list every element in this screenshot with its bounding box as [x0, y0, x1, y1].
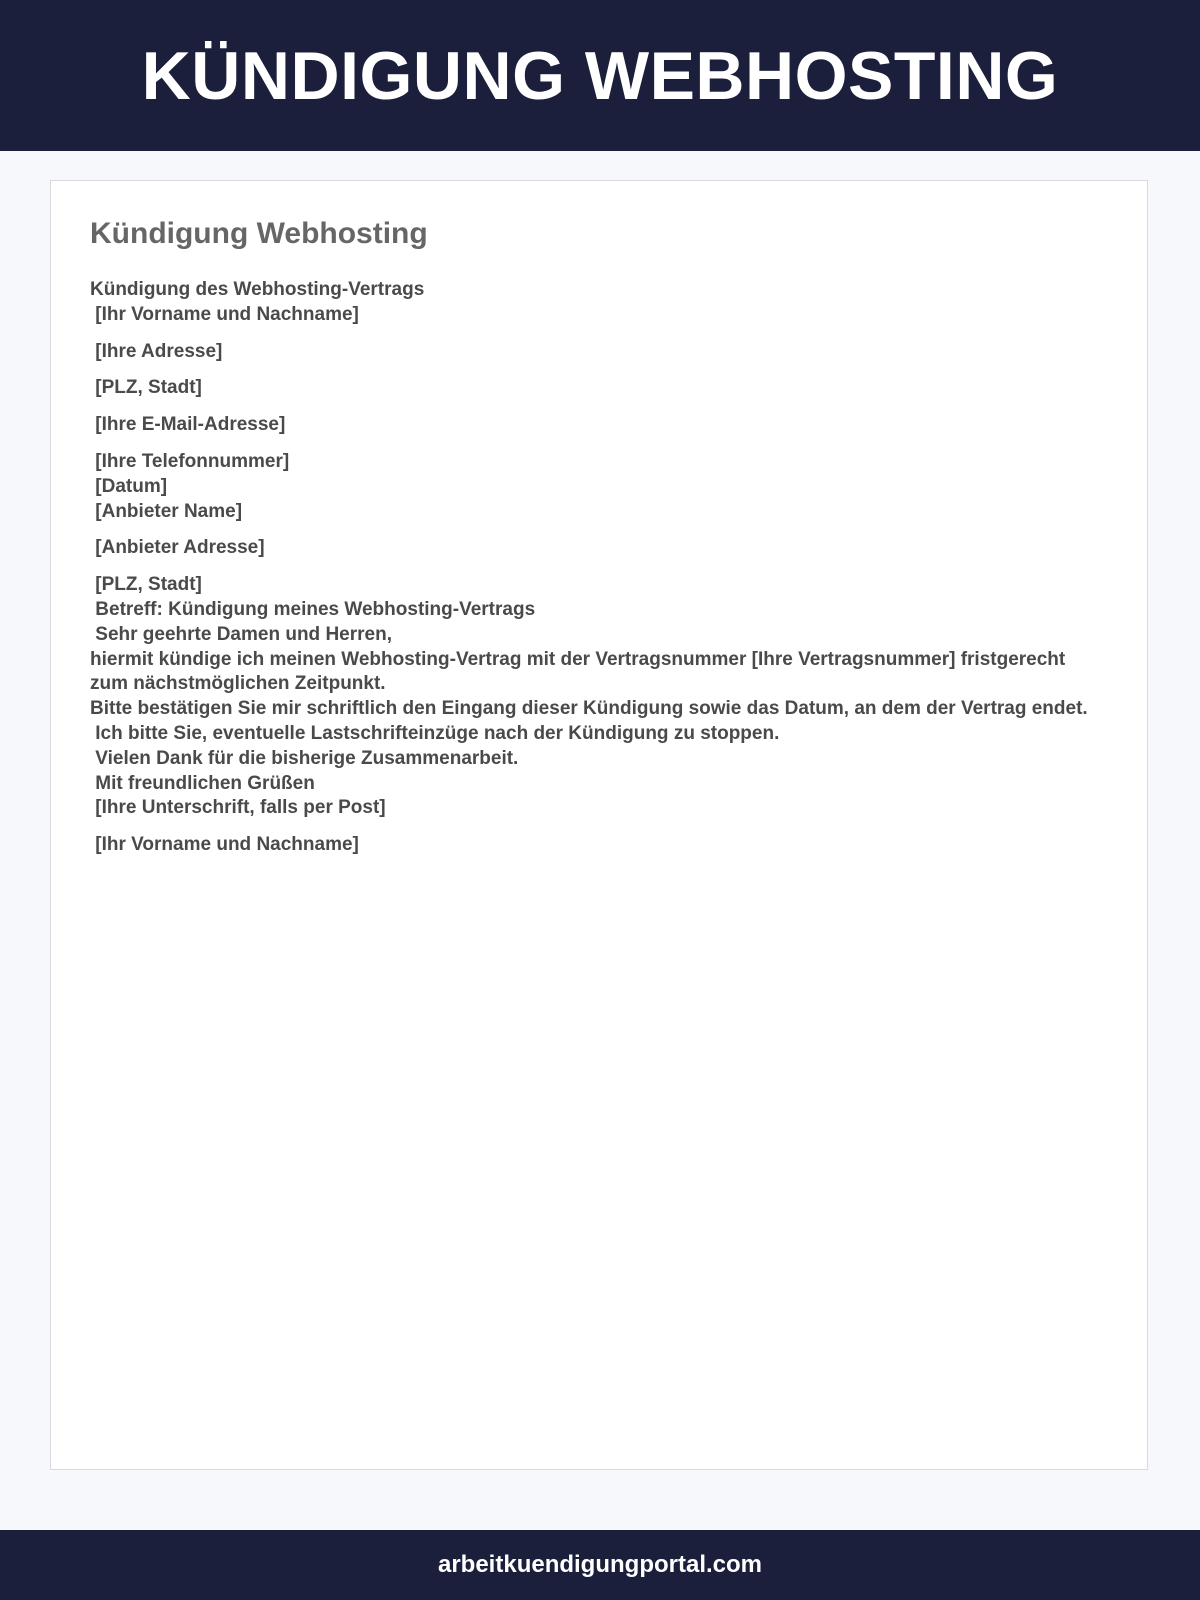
page-header	[0, 0, 1200, 151]
page-footer	[0, 1530, 1200, 1600]
letter-line-sender-address: [Ihre Adresse]	[90, 340, 223, 362]
letter-line-provider-address: [Anbieter Adresse]	[90, 537, 265, 559]
letter-line-sender-name: [Ihr Vorname und Nachname]	[90, 303, 359, 325]
letter-line-sender-phone: [Ihre Telefonnummer]	[90, 450, 290, 472]
letter-line-sender-email: [Ihre E-Mail-Adresse]	[90, 414, 286, 436]
letter-line-subject: Betreff: Kündigung meines Webhosting-Vertrags	[90, 598, 536, 620]
letter-line-thanks: Vielen Dank für die bisherige Zusammenarbeit.	[90, 747, 519, 769]
header-title: KÜNDIGUNG WEBHOSTING	[141, 37, 1059, 114]
letter-paragraph-direct-debit: Ich bitte Sie, eventuelle Lastschrifteinzüge nach der Kündigung zu stoppen.	[90, 722, 780, 744]
letter-line-signer-name: [Ihr Vorname und Nachname]	[90, 834, 359, 856]
letter-paragraph-termination: hiermit kündige ich meinen Webhosting-Vertrag mit der Vertragsnummer [Ihre Vertragsnummer] fristgerecht zum nächstmöglichen Zeitpunkt.	[90, 648, 1071, 695]
letter-line-provider-city: [PLZ, Stadt]	[90, 574, 202, 596]
letter-line-subject-heading: Kündigung des Webhosting-Vertrags	[90, 279, 425, 300]
letter-line-date: [Datum]	[90, 475, 168, 497]
document-title: Kündigung Webhosting	[90, 217, 428, 250]
letter-line-salutation: Sehr geehrte Damen und Herren,	[90, 623, 392, 645]
letter-paragraph-confirmation: Bitte bestätigen Sie mir schriftlich den Eingang dieser Kündigung sowie das Datum, an dem der Vertrag endet.	[90, 698, 1088, 720]
footer-site-name: arbeitkuendigungportal.com	[437, 1551, 763, 1578]
letter-line-provider-name: [Anbieter Name]	[90, 500, 243, 522]
letter-line-closing: Mit freundlichen Grüßen	[90, 772, 315, 794]
letter-card	[50, 180, 1148, 1470]
letter-line-sender-city: [PLZ, Stadt]	[90, 377, 202, 399]
letter-body	[90, 278, 1090, 858]
letter-line-signature: [Ihre Unterschrift, falls per Post]	[90, 797, 386, 819]
